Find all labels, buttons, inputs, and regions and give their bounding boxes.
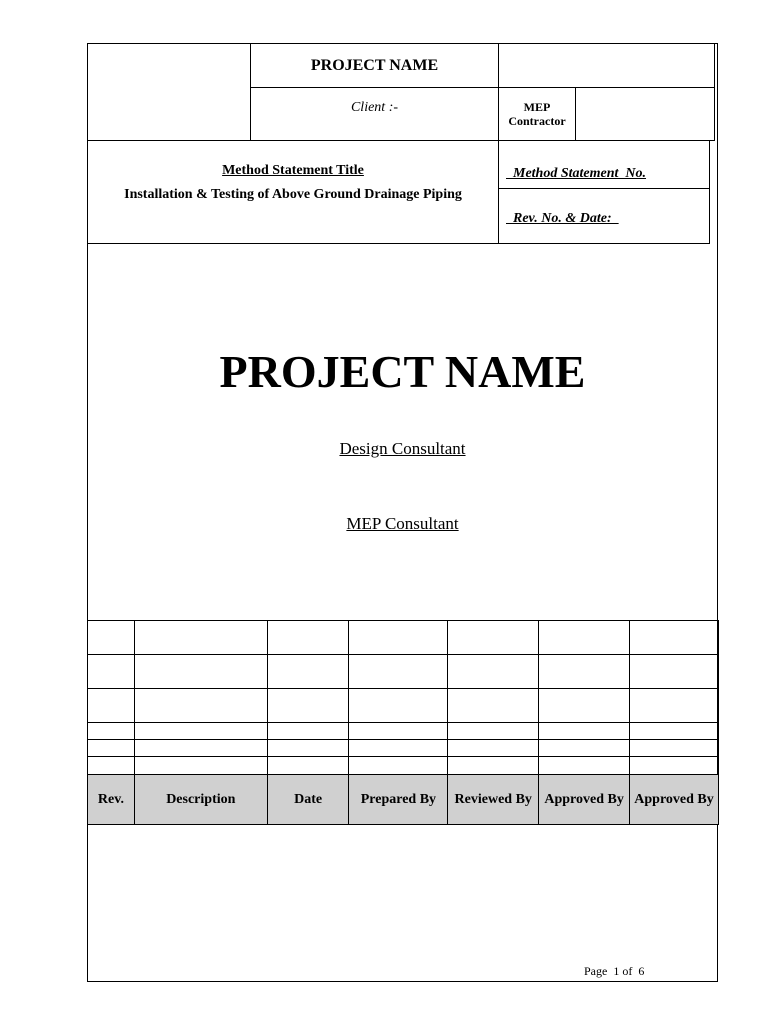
table-row: [88, 740, 719, 757]
logo-cell-left: [87, 43, 251, 141]
revision-table: [87, 620, 719, 825]
table-cell: [539, 740, 630, 757]
table-cell: [630, 757, 719, 775]
table-cell: [349, 689, 448, 723]
table-row: [88, 621, 719, 655]
header-project-name-text: PROJECT NAME: [310, 56, 439, 74]
table-cell: [267, 655, 349, 689]
table-cell: [448, 723, 539, 740]
col-header-date: Date: [267, 775, 349, 825]
table-cell: [88, 740, 135, 757]
page-title: PROJECT NAME: [219, 346, 586, 397]
table-cell: [88, 757, 135, 775]
table-cell: [349, 621, 448, 655]
table-cell: [267, 621, 349, 655]
table-row: [88, 655, 719, 689]
table-cell: [134, 757, 267, 775]
header-project-name: [250, 43, 499, 88]
table-cell: [448, 757, 539, 775]
mep-contractor-line1: MEP: [523, 100, 551, 114]
table-cell: [349, 757, 448, 775]
col-header-approved-by-2: Approved By: [630, 775, 719, 825]
col-header-prepared-by: Prepared By: [349, 775, 448, 825]
page-number: Page 1 of 6: [584, 964, 645, 978]
table-cell: [539, 655, 630, 689]
table-cell: [88, 655, 135, 689]
table-cell: [349, 740, 448, 757]
rev-date-label: Rev. No. & Date:: [513, 211, 619, 226]
table-cell: [630, 621, 719, 655]
table-cell: [134, 740, 267, 757]
logo-cell-right-top: [498, 43, 715, 88]
table-cell: [448, 621, 539, 655]
col-header-description: Description: [134, 775, 267, 825]
table-cell: [134, 689, 267, 723]
table-cell: [88, 621, 135, 655]
col-header-reviewed-by: Reviewed By: [448, 775, 539, 825]
revision-rows: [88, 621, 719, 825]
ms-number-cell: [498, 140, 710, 189]
mep-consultant: MEP Consultant: [346, 514, 459, 533]
col-header-rev: Rev.: [88, 775, 135, 825]
client-cell: [250, 87, 499, 141]
table-cell: [88, 723, 135, 740]
table-cell: [267, 723, 349, 740]
ms-number-label: Method Statement No.: [513, 166, 647, 181]
table-cell: [349, 723, 448, 740]
table-cell: [539, 723, 630, 740]
table-cell: [134, 723, 267, 740]
rev-date-cell: [498, 188, 710, 244]
table-cell: [134, 621, 267, 655]
table-cell: [134, 655, 267, 689]
ms-title: Installation & Testing of Above Ground Drainage Piping: [124, 187, 462, 202]
table-cell: [539, 757, 630, 775]
col-header-approved-by-1: Approved By: [539, 775, 630, 825]
table-cell: [448, 689, 539, 723]
table-cell: [630, 740, 719, 757]
table-cell: [539, 621, 630, 655]
table-cell: [88, 689, 135, 723]
table-row: [88, 757, 719, 775]
table-row: [88, 723, 719, 740]
design-consultant: Design Consultant: [339, 439, 466, 458]
ms-title-cell: [87, 140, 499, 244]
revision-header-row: [88, 775, 719, 825]
ms-title-label: Method Statement Title: [222, 163, 364, 178]
mep-contractor-cell: [498, 87, 576, 141]
mep-contractor-line2: Contractor: [508, 114, 566, 128]
table-cell: [630, 655, 719, 689]
table-cell: [630, 689, 719, 723]
table-cell: [630, 723, 719, 740]
table-cell: [267, 757, 349, 775]
client-label: Client :-: [350, 100, 399, 115]
table-cell: [448, 740, 539, 757]
table-cell: [267, 689, 349, 723]
table-cell: [539, 689, 630, 723]
table-row: [88, 689, 719, 723]
contractor-logo-cell: [575, 87, 715, 141]
table-cell: [349, 655, 448, 689]
table-cell: [448, 655, 539, 689]
table-cell: [267, 740, 349, 757]
